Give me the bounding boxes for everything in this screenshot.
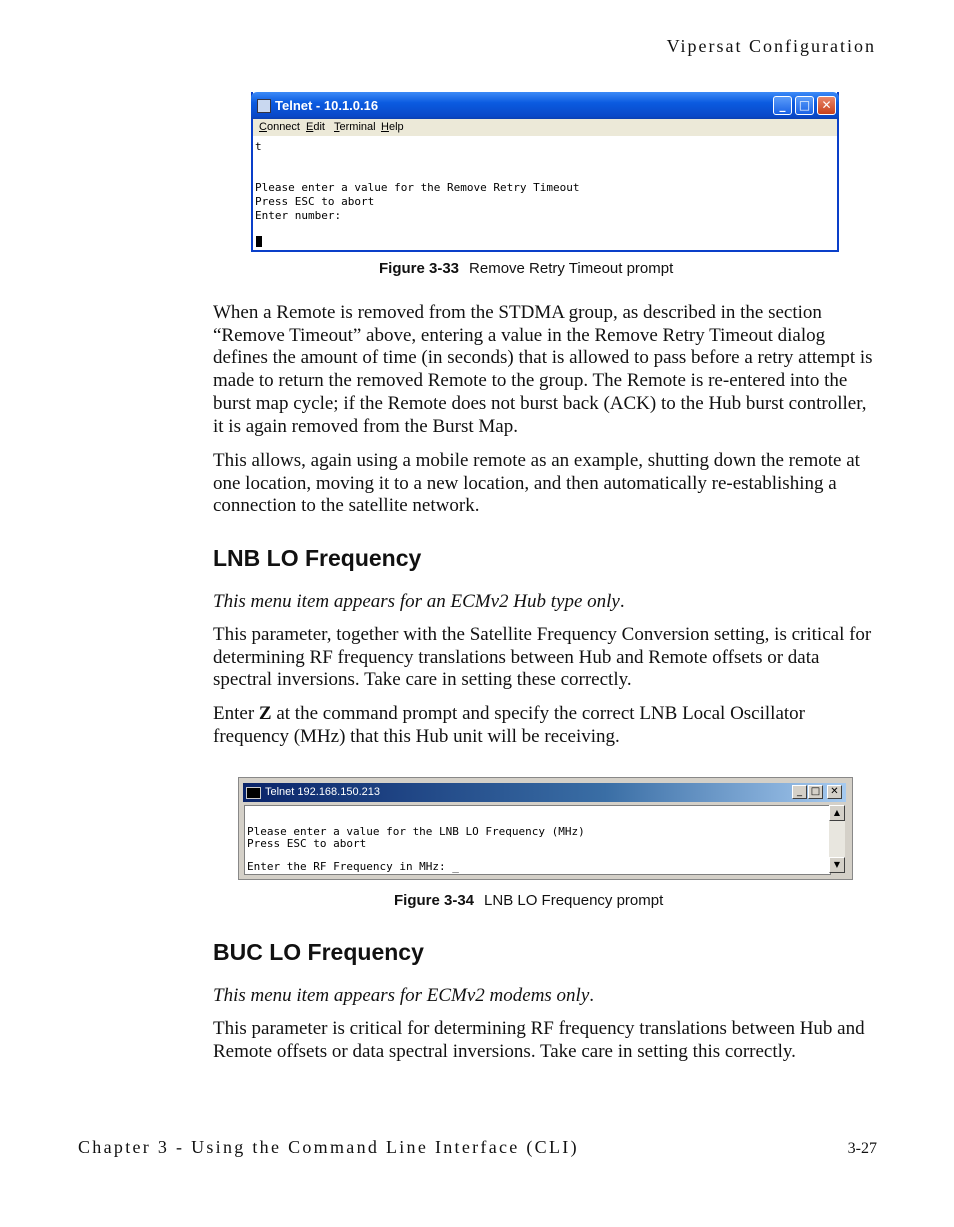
note-text: This menu item appears for ECMv2 modems only [213, 985, 590, 1006]
terminal-line: Please enter a value for the Remove Retry Timeout [255, 181, 580, 195]
terminal-output [247, 826, 585, 872]
command-key: Z [258, 703, 272, 724]
telnet-window-lnb [238, 777, 853, 880]
telnet-app-icon [257, 99, 271, 113]
figure-caption-3-33 [379, 260, 673, 277]
menu-bar [253, 119, 837, 136]
caption-label: Figure 3-33 [379, 260, 460, 277]
section-heading-lnb: LNB LO Frequency [213, 545, 422, 571]
note-text: This menu item appears for an ECMv2 Hub type only [213, 591, 620, 612]
menu-terminal[interactable]: Terminal [334, 121, 376, 133]
caption-text: Remove Retry Timeout prompt [469, 260, 674, 277]
paragraph-lnb-instruction [213, 703, 878, 748]
window-titlebar[interactable] [243, 783, 846, 802]
console-app-icon [246, 787, 261, 799]
paragraph-lnb-description: This parameter, together with the Satellite Frequency Conversion setting, is critical for determining RF frequency translations between Hub and Remote offsets or data spectral inversions. Take care in setting these correctly. [213, 624, 872, 691]
footer-chapter: Chapter 3 - Using the Command Line Interface (CLI) [78, 1137, 579, 1157]
telnet-window-remove-retry [251, 92, 839, 252]
running-header: Vipersat Configuration [666, 36, 876, 56]
window-title: Telnet - 10.1.0.16 [275, 98, 379, 113]
menu-edit[interactable]: Edit [306, 121, 325, 133]
maximize-button[interactable]: □ [795, 96, 814, 115]
lnb-availability-note: This menu item appears for an ECMv2 Hub type only. [213, 591, 625, 612]
terminal-line: Press ESC to abort [247, 836, 367, 850]
window-titlebar[interactable] [251, 92, 839, 119]
terminal-line [255, 154, 580, 168]
menu-help[interactable]: Help [381, 121, 404, 133]
section-heading-buc: BUC LO Frequency [213, 939, 424, 965]
minimize-button[interactable]: _ [792, 785, 807, 799]
caption-text: LNB LO Frequency prompt [484, 892, 664, 909]
terminal-line: Enter the RF Frequency in MHz: _ [247, 859, 459, 873]
window-title: Telnet 192.168.150.213 [265, 786, 380, 798]
page-number: 3-27 [847, 1140, 877, 1157]
close-button[interactable]: ✕ [817, 96, 836, 115]
terminal-screen[interactable] [244, 805, 831, 875]
scroll-down-icon[interactable]: ▼ [829, 857, 845, 873]
vertical-scrollbar[interactable] [829, 805, 845, 873]
terminal-line: Enter number: [255, 208, 342, 222]
terminal-line: t [255, 140, 262, 153]
terminal-output [255, 140, 580, 222]
maximize-button[interactable]: □ [808, 785, 823, 799]
instruction-text: Enter [213, 703, 259, 724]
buc-availability-note: This menu item appears for ECMv2 modems only. [213, 985, 595, 1006]
menu-connect[interactable]: Connect [259, 121, 300, 133]
close-button[interactable]: ✕ [827, 785, 842, 799]
minimize-button[interactable]: _ [773, 96, 792, 115]
caption-label: Figure 3-34 [394, 892, 475, 909]
paragraph-buc-description: This parameter is critical for determining RF frequency translations between Hub and Remote offsets or data spectral inversions. Take care in setting this correctly. [213, 1018, 865, 1062]
terminal-cursor [256, 236, 262, 247]
paragraph-remove-retry: When a Remote is removed from the STDMA group, as described in the section “Remove Timeout” above, entering a value in the Remove Retry Timeout dialog defines the amount of time (in seconds) that is allowed to pass before a retry attempt is made to return the removed Remote to the group. The Remote is re-entered into the burst map cycle; if the Remote does not burst back (ACK) to the Hub burst controller, it is again removed from the Burst Map. [213, 302, 873, 437]
figure-caption-3-34 [394, 892, 663, 909]
terminal-line: Please enter a value for the LNB LO Frequency (MHz) [247, 825, 585, 838]
terminal-line: Press ESC to abort [255, 194, 375, 208]
terminal-line [255, 167, 580, 181]
scroll-up-icon[interactable]: ▲ [829, 805, 845, 821]
paragraph-mobile-example: This allows, again using a mobile remote as an example, shutting down the remote at one location, moving it to a new location, and then automatically re-establishing a connection to the satellite network. [213, 450, 860, 517]
instruction-text: at the command prompt and specify the correct LNB Local Oscillator frequency (MHz) that this Hub unit will be receiving. [213, 703, 805, 747]
